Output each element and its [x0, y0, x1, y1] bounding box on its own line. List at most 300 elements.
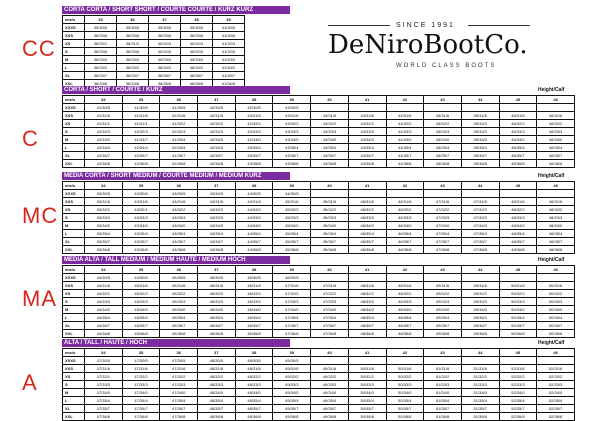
table-row: [63, 322, 575, 330]
section-title: ALTA / TALL / HAUTE / HOCH: [62, 339, 290, 347]
table-row: [63, 40, 245, 48]
side-label-c: C: [22, 126, 39, 151]
measure-cell: 43/35/4: [160, 230, 198, 238]
measure-cell: 41/31/1: [85, 120, 123, 128]
measure-cell: 47/31/6: [424, 198, 462, 206]
measure-cell: 46/32/2: [537, 120, 575, 128]
measure-cell: 41/35/7: [213, 72, 245, 80]
measure-cell: 48/30/5: [198, 357, 236, 365]
measure-cell: 35/30/5: [85, 24, 117, 32]
measure-cell: 49/30/5: [273, 357, 311, 365]
measure-cell: 44/36/8: [386, 160, 424, 168]
measure-cell: 49/34/0: [311, 389, 349, 397]
measure-cell: 48/32/2: [348, 290, 386, 298]
measure-cell: 43/35/7: [160, 238, 198, 246]
measure-cell: [499, 190, 537, 198]
measure-cell: 46/32/2: [348, 206, 386, 214]
measure-cell: 50/34/0: [386, 389, 424, 397]
measure-cell: 44/31/6: [235, 198, 273, 206]
measure-cell: [424, 104, 462, 112]
measure-cell: 42/34/0: [235, 136, 273, 144]
measure-cell: 47/34/0: [85, 389, 123, 397]
size-cell: S: [63, 128, 85, 136]
measure-cell: 50/35/7: [386, 405, 424, 413]
measure-cell: 36/33/7: [85, 72, 117, 80]
measure-cell: [348, 104, 386, 112]
measure-cell: 46/35/4: [537, 144, 575, 152]
measure-cell: 43/30/5: [273, 104, 311, 112]
table-row: [63, 214, 575, 222]
measure-cell: 45/32/2: [273, 206, 311, 214]
measure-cell: 50/31/6: [499, 282, 537, 290]
measure-cell: 44/36/8: [348, 160, 386, 168]
measure-cell: 42/34/0: [198, 136, 236, 144]
measure-cell: 45/33/3: [273, 214, 311, 222]
column-header: 34: [85, 349, 123, 357]
column-header: 36: [160, 266, 198, 274]
measure-cell: 44/36/8: [198, 246, 236, 254]
size-cell: S: [63, 298, 85, 306]
measure-cell: 51/36/8: [424, 413, 462, 421]
measure-cell: 45/35/4: [311, 230, 349, 238]
column-header: 44: [461, 266, 499, 274]
measure-cell: 49/33/3: [424, 298, 462, 306]
measure-cell: 49/31/6: [273, 365, 311, 373]
measure-cell: 49/36/8: [311, 413, 349, 421]
measure-cell: 41/30/5: [85, 104, 123, 112]
measure-cell: 52/33/3: [499, 381, 537, 389]
table-row: [63, 120, 575, 128]
measure-cell: 45/36/8: [122, 330, 160, 338]
size-cell: S: [63, 381, 85, 389]
table-row: [63, 274, 575, 282]
column-header: 37: [198, 182, 236, 190]
measure-cell: 41/34/2: [213, 64, 245, 72]
column-header: 45: [499, 96, 537, 104]
size-cell: L: [63, 64, 85, 72]
measure-cell: 44/30/5: [235, 190, 273, 198]
measure-cell: 43/34/0: [160, 222, 198, 230]
table-row: [63, 381, 575, 389]
measure-cell: 46/35/4: [348, 230, 386, 238]
measure-cell: 42/36/8: [85, 160, 123, 168]
measure-cell: 42/36/8: [198, 160, 236, 168]
measure-cell: 49/35/4: [461, 314, 499, 322]
measure-cell: [348, 190, 386, 198]
column-header: 44: [461, 182, 499, 190]
measure-cell: 36/33/2: [117, 64, 149, 72]
measure-cell: 36/33/0: [85, 56, 117, 64]
measure-cell: 36/30/6: [117, 48, 149, 56]
column-header: 37: [198, 349, 236, 357]
size-cell: XXS: [63, 365, 85, 373]
measure-cell: 44/36/8: [85, 330, 123, 338]
measure-cell: 47/35/7: [311, 322, 349, 330]
logo-tagline: WORLD CLASS BOOTS: [396, 63, 497, 69]
column-header: 41: [348, 182, 386, 190]
measure-cell: 47/31/6: [461, 198, 499, 206]
column-header: 36: [160, 96, 198, 104]
measure-cell: [537, 190, 575, 198]
measure-cell: 44/32/2: [235, 206, 273, 214]
measure-cell: 44/30/5: [85, 274, 123, 282]
measure-cell: 50/33/3: [386, 381, 424, 389]
measure-cell: 44/33/3: [386, 128, 424, 136]
measure-cell: 44/32/1: [85, 290, 123, 298]
column-header: 43: [424, 266, 462, 274]
measure-cell: 48/30/5: [235, 357, 273, 365]
side-label-a: A: [22, 370, 38, 395]
measure-cell: 52/36/8: [499, 413, 537, 421]
measure-cell: 40/32/5: [149, 48, 181, 56]
measure-cell: 45/35/7: [160, 322, 198, 330]
measure-cell: 43/35/7: [311, 152, 349, 160]
measure-cell: 42/31/6: [198, 112, 236, 120]
measure-cell: 43/32/2: [160, 206, 198, 214]
measure-cell: [386, 357, 424, 365]
measure-cell: 42/34/4: [160, 144, 198, 152]
table-row: [63, 144, 575, 152]
measure-cell: 43/35/7: [122, 238, 160, 246]
measure-cell: 47/33/3: [461, 214, 499, 222]
measure-cell: 46/34/2: [181, 64, 213, 72]
measure-cell: 41/32/3: [213, 40, 245, 48]
table-row: [63, 238, 575, 246]
column-header: 45: [499, 182, 537, 190]
measure-cell: 46/35/7: [499, 152, 537, 160]
measure-cell: 50/35/7: [537, 322, 575, 330]
section-title: CORTA CORTA / SHORT SHORT / COURTE COURTE / KURZ KURZ: [62, 6, 290, 14]
column-header: 34: [85, 96, 123, 104]
measure-cell: 45/35/4: [160, 314, 198, 322]
measure-cell: 36/31/2: [117, 40, 149, 48]
measure-cell: 46/35/7: [198, 322, 236, 330]
measure-cell: 45/32/2: [122, 290, 160, 298]
measure-cell: 46/34/0: [537, 136, 575, 144]
measure-cell: 52/31/6: [499, 365, 537, 373]
measure-cell: 51/34/0: [461, 389, 499, 397]
measure-cell: 50/35/4: [537, 314, 575, 322]
column-header: mis/s: [63, 266, 85, 274]
column-header: 38: [235, 182, 273, 190]
measure-cell: 42/30/5: [198, 104, 236, 112]
column-header: 41: [348, 96, 386, 104]
column-header: 41: [348, 266, 386, 274]
measure-cell: 43/32/2: [311, 120, 349, 128]
measure-cell: 48/31/6: [499, 198, 537, 206]
size-cell: XXS: [63, 282, 85, 290]
measure-cell: 46/35/7: [235, 322, 273, 330]
measure-cell: 47/33/3: [85, 381, 123, 389]
measure-cell: 47/36/8: [311, 330, 349, 338]
measure-cell: 46/34/0: [198, 306, 236, 314]
measure-cell: 49/35/7: [273, 405, 311, 413]
measure-cell: 48/34/0: [537, 222, 575, 230]
measure-cell: 45/35/7: [461, 152, 499, 160]
measure-cell: 50/36/8: [348, 413, 386, 421]
measure-cell: 50/36/8: [499, 330, 537, 338]
measure-cell: 43/33/3: [85, 214, 123, 222]
measure-cell: 52/31/6: [537, 365, 575, 373]
measure-cell: 43/32/1: [122, 206, 160, 214]
measure-cell: 46/30/5: [235, 274, 273, 282]
size-cell: L: [63, 230, 85, 238]
measure-cell: 36/30/6: [181, 32, 213, 40]
measure-cell: 40/32/3: [149, 40, 181, 48]
measure-cell: 46/33/3: [235, 298, 273, 306]
measure-cell: 45/34/0: [311, 222, 349, 230]
measure-cell: 48/33/3: [198, 381, 236, 389]
measure-cell: 43/31/6: [160, 198, 198, 206]
measure-cell: [499, 104, 537, 112]
size-cell: XL: [63, 72, 85, 80]
measure-cell: 46/35/7: [348, 238, 386, 246]
column-header: 45: [499, 266, 537, 274]
measure-cell: 36/36/8: [149, 80, 181, 88]
measure-cell: 43/33/3: [160, 214, 198, 222]
measure-cell: 44/35/7: [235, 238, 273, 246]
measure-cell: 50/35/4: [499, 314, 537, 322]
measure-cell: 43/31/6: [311, 112, 349, 120]
measure-cell: 49/34/0: [424, 306, 462, 314]
table-row: [63, 72, 245, 80]
measure-cell: 46/31/6: [235, 282, 273, 290]
measure-cell: 43/30/5: [198, 190, 236, 198]
measure-cell: 50/34/0: [348, 389, 386, 397]
table-row: [63, 314, 575, 322]
measure-cell: 50/36/8: [386, 413, 424, 421]
column-header: 35: [122, 96, 160, 104]
measure-cell: [499, 357, 537, 365]
size-cell: XL: [63, 322, 85, 330]
measure-cell: 47/36/8: [160, 413, 198, 421]
size-cell: XXL: [63, 160, 85, 168]
measure-cell: 46/36/8: [348, 246, 386, 254]
measure-cell: 49/35/4: [273, 397, 311, 405]
size-cell: XXS: [63, 112, 85, 120]
measure-cell: 47/34/0: [273, 306, 311, 314]
measure-cell: 50/35/4: [348, 397, 386, 405]
measure-cell: 43/34/0: [311, 136, 349, 144]
measure-cell: 50/35/4: [386, 397, 424, 405]
measure-cell: [311, 357, 349, 365]
measure-cell: 43/30/5: [85, 190, 123, 198]
measure-cell: 48/35/7: [386, 322, 424, 330]
measure-cell: 43/30/5: [160, 190, 198, 198]
measure-cell: 45/32/5: [181, 48, 213, 56]
measure-cell: 52/32/2: [537, 373, 575, 381]
size-cell: XL: [63, 152, 85, 160]
measure-cell: 45/35/4: [122, 314, 160, 322]
measure-cell: 47/36/8: [122, 413, 160, 421]
measure-cell: 47/35/7: [461, 238, 499, 246]
measure-cell: 48/35/7: [348, 322, 386, 330]
measure-cell: 51/35/4: [461, 397, 499, 405]
measure-cell: 48/35/4: [235, 397, 273, 405]
measure-cell: 45/30/5: [160, 274, 198, 282]
size-cell: M: [63, 389, 85, 397]
measure-cell: 48/34/0: [198, 389, 236, 397]
measure-cell: 43/35/4: [311, 144, 349, 152]
measure-cell: 46/36/8: [386, 246, 424, 254]
measure-cell: 44/35/4: [348, 144, 386, 152]
size-table: [62, 15, 245, 88]
measure-cell: 46/35/4: [235, 314, 273, 322]
measure-cell: 49/36/8: [273, 413, 311, 421]
measure-cell: 46/36/8: [235, 330, 273, 338]
measure-cell: 48/31/6: [235, 365, 273, 373]
column-header: 38: [235, 349, 273, 357]
measure-cell: 48/36/8: [198, 413, 236, 421]
measure-cell: 43/31/6: [122, 198, 160, 206]
size-cell: XXS: [63, 198, 85, 206]
section-title: MEDIA CORTA / SHORT MEDIUM / COURTE MEDIUM / MEDIUM KURZ: [62, 172, 290, 180]
measure-cell: 44/34/0: [198, 222, 236, 230]
measure-cell: [499, 274, 537, 282]
measure-cell: 48/32/2: [235, 373, 273, 381]
measure-cell: 49/31/6: [311, 365, 349, 373]
measure-cell: 47/34/0: [311, 306, 349, 314]
measure-cell: 42/34/4: [198, 144, 236, 152]
column-header: 42: [386, 349, 424, 357]
measure-cell: 46/33/3: [198, 298, 236, 306]
measure-cell: 43/36/8: [122, 246, 160, 254]
measure-cell: 42/35/7: [85, 152, 123, 160]
measure-cell: 44/35/4: [386, 144, 424, 152]
measure-cell: 46/32/2: [235, 290, 273, 298]
column-header: 43: [424, 96, 462, 104]
column-header: 43: [424, 349, 462, 357]
size-cell: XXS: [63, 32, 85, 40]
measure-cell: 41/30/5: [160, 104, 198, 112]
measure-cell: 46/36/8: [537, 160, 575, 168]
measure-cell: 48/35/4: [386, 314, 424, 322]
measure-cell: 50/34/0: [499, 306, 537, 314]
column-header: 35: [122, 349, 160, 357]
measure-cell: 44/30/5: [273, 190, 311, 198]
size-cell: XXL: [63, 413, 85, 421]
size-cell: XXXS: [63, 104, 85, 112]
table-row: [63, 64, 245, 72]
measure-cell: 47/30/5: [85, 357, 123, 365]
measure-cell: 42/32/3: [85, 128, 123, 136]
column-header: 40: [311, 266, 349, 274]
measure-cell: 49/34/0: [273, 389, 311, 397]
measure-cell: 43/34/0: [273, 136, 311, 144]
measure-cell: 48/32/2: [198, 373, 236, 381]
table-row: [63, 389, 575, 397]
measure-cell: 47/36/8: [424, 246, 462, 254]
measure-cell: 49/33/3: [273, 381, 311, 389]
measure-cell: 42/32/3: [198, 128, 236, 136]
measure-cell: 36/30/6: [85, 32, 117, 40]
table-row: [63, 413, 575, 421]
column-header: 42: [386, 266, 424, 274]
measure-cell: 45/35/7: [122, 322, 160, 330]
measure-cell: 45/33/0: [181, 56, 213, 64]
column-header: mis/s: [63, 349, 85, 357]
table-row: [63, 198, 575, 206]
measure-cell: 48/35/4: [348, 314, 386, 322]
measure-cell: 41/33/0: [213, 56, 245, 64]
column-header: 40: [311, 96, 349, 104]
measure-cell: 46/34/0: [348, 222, 386, 230]
measure-cell: 47/36/8: [461, 246, 499, 254]
column-header: mis/s: [63, 182, 85, 190]
measure-cell: 52/32/2: [499, 373, 537, 381]
measure-cell: 51/35/4: [424, 397, 462, 405]
measure-cell: 47/34/0: [461, 222, 499, 230]
measure-cell: 48/34/0: [348, 306, 386, 314]
section-subtitle: Height/Calf: [538, 87, 565, 93]
size-cell: M: [63, 56, 85, 64]
measure-cell: 48/35/4: [499, 230, 537, 238]
measure-cell: 48/31/6: [537, 198, 575, 206]
measure-cell: 43/33/3: [311, 128, 349, 136]
column-header: 34: [85, 182, 123, 190]
measure-cell: 51/34/0: [424, 389, 462, 397]
column-header: 39: [273, 96, 311, 104]
measure-cell: 46/35/4: [386, 230, 424, 238]
measure-cell: 41/31/6: [85, 112, 123, 120]
measure-cell: 47/32/2: [424, 206, 462, 214]
measure-cell: 46/31/6: [386, 198, 424, 206]
logo-rule-left: [328, 25, 390, 26]
table-row: [63, 152, 575, 160]
measure-cell: 48/32/2: [537, 206, 575, 214]
measure-cell: 47/35/7: [160, 405, 198, 413]
measure-cell: 48/33/3: [386, 298, 424, 306]
measure-cell: 36/33/8: [85, 80, 117, 88]
column-header: 38: [235, 96, 273, 104]
measure-cell: 41/33/7: [122, 136, 160, 144]
measure-cell: 45/31/6: [273, 198, 311, 206]
measure-cell: 42/34/4: [85, 144, 123, 152]
measure-cell: 49/34/0: [461, 306, 499, 314]
measure-cell: 47/35/4: [311, 314, 349, 322]
measure-cell: 43/31/6: [85, 198, 123, 206]
column-header: 44: [461, 96, 499, 104]
measure-cell: 45/36/8: [424, 160, 462, 168]
size-cell: M: [63, 222, 85, 230]
measure-cell: [386, 104, 424, 112]
measure-cell: 47/32/2: [311, 290, 349, 298]
measure-cell: 47/35/4: [85, 397, 123, 405]
column-header: 45: [499, 349, 537, 357]
measure-cell: 43/35/4: [235, 144, 273, 152]
table-row: [63, 373, 575, 381]
measure-cell: 45/33/3: [160, 298, 198, 306]
measure-cell: 45/35/4: [461, 144, 499, 152]
table-row: [63, 357, 575, 365]
measure-cell: 42/32/3: [160, 128, 198, 136]
measure-cell: 47/35/7: [122, 405, 160, 413]
size-cell: M: [63, 306, 85, 314]
measure-cell: 47/35/4: [461, 230, 499, 238]
measure-cell: 49/31/6: [424, 282, 462, 290]
measure-cell: 44/34/0: [386, 136, 424, 144]
measure-cell: 44/33/3: [348, 128, 386, 136]
measure-cell: 42/31/6: [160, 112, 198, 120]
column-header: 38: [181, 16, 213, 24]
column-header: 35: [122, 182, 160, 190]
table-header-row: [63, 182, 575, 190]
measure-cell: 44/35/4: [198, 230, 236, 238]
measure-cell: 46/34/0: [235, 306, 273, 314]
measure-cell: 47/34/0: [424, 222, 462, 230]
measure-cell: 50/35/7: [499, 322, 537, 330]
measure-cell: 52/35/7: [499, 405, 537, 413]
